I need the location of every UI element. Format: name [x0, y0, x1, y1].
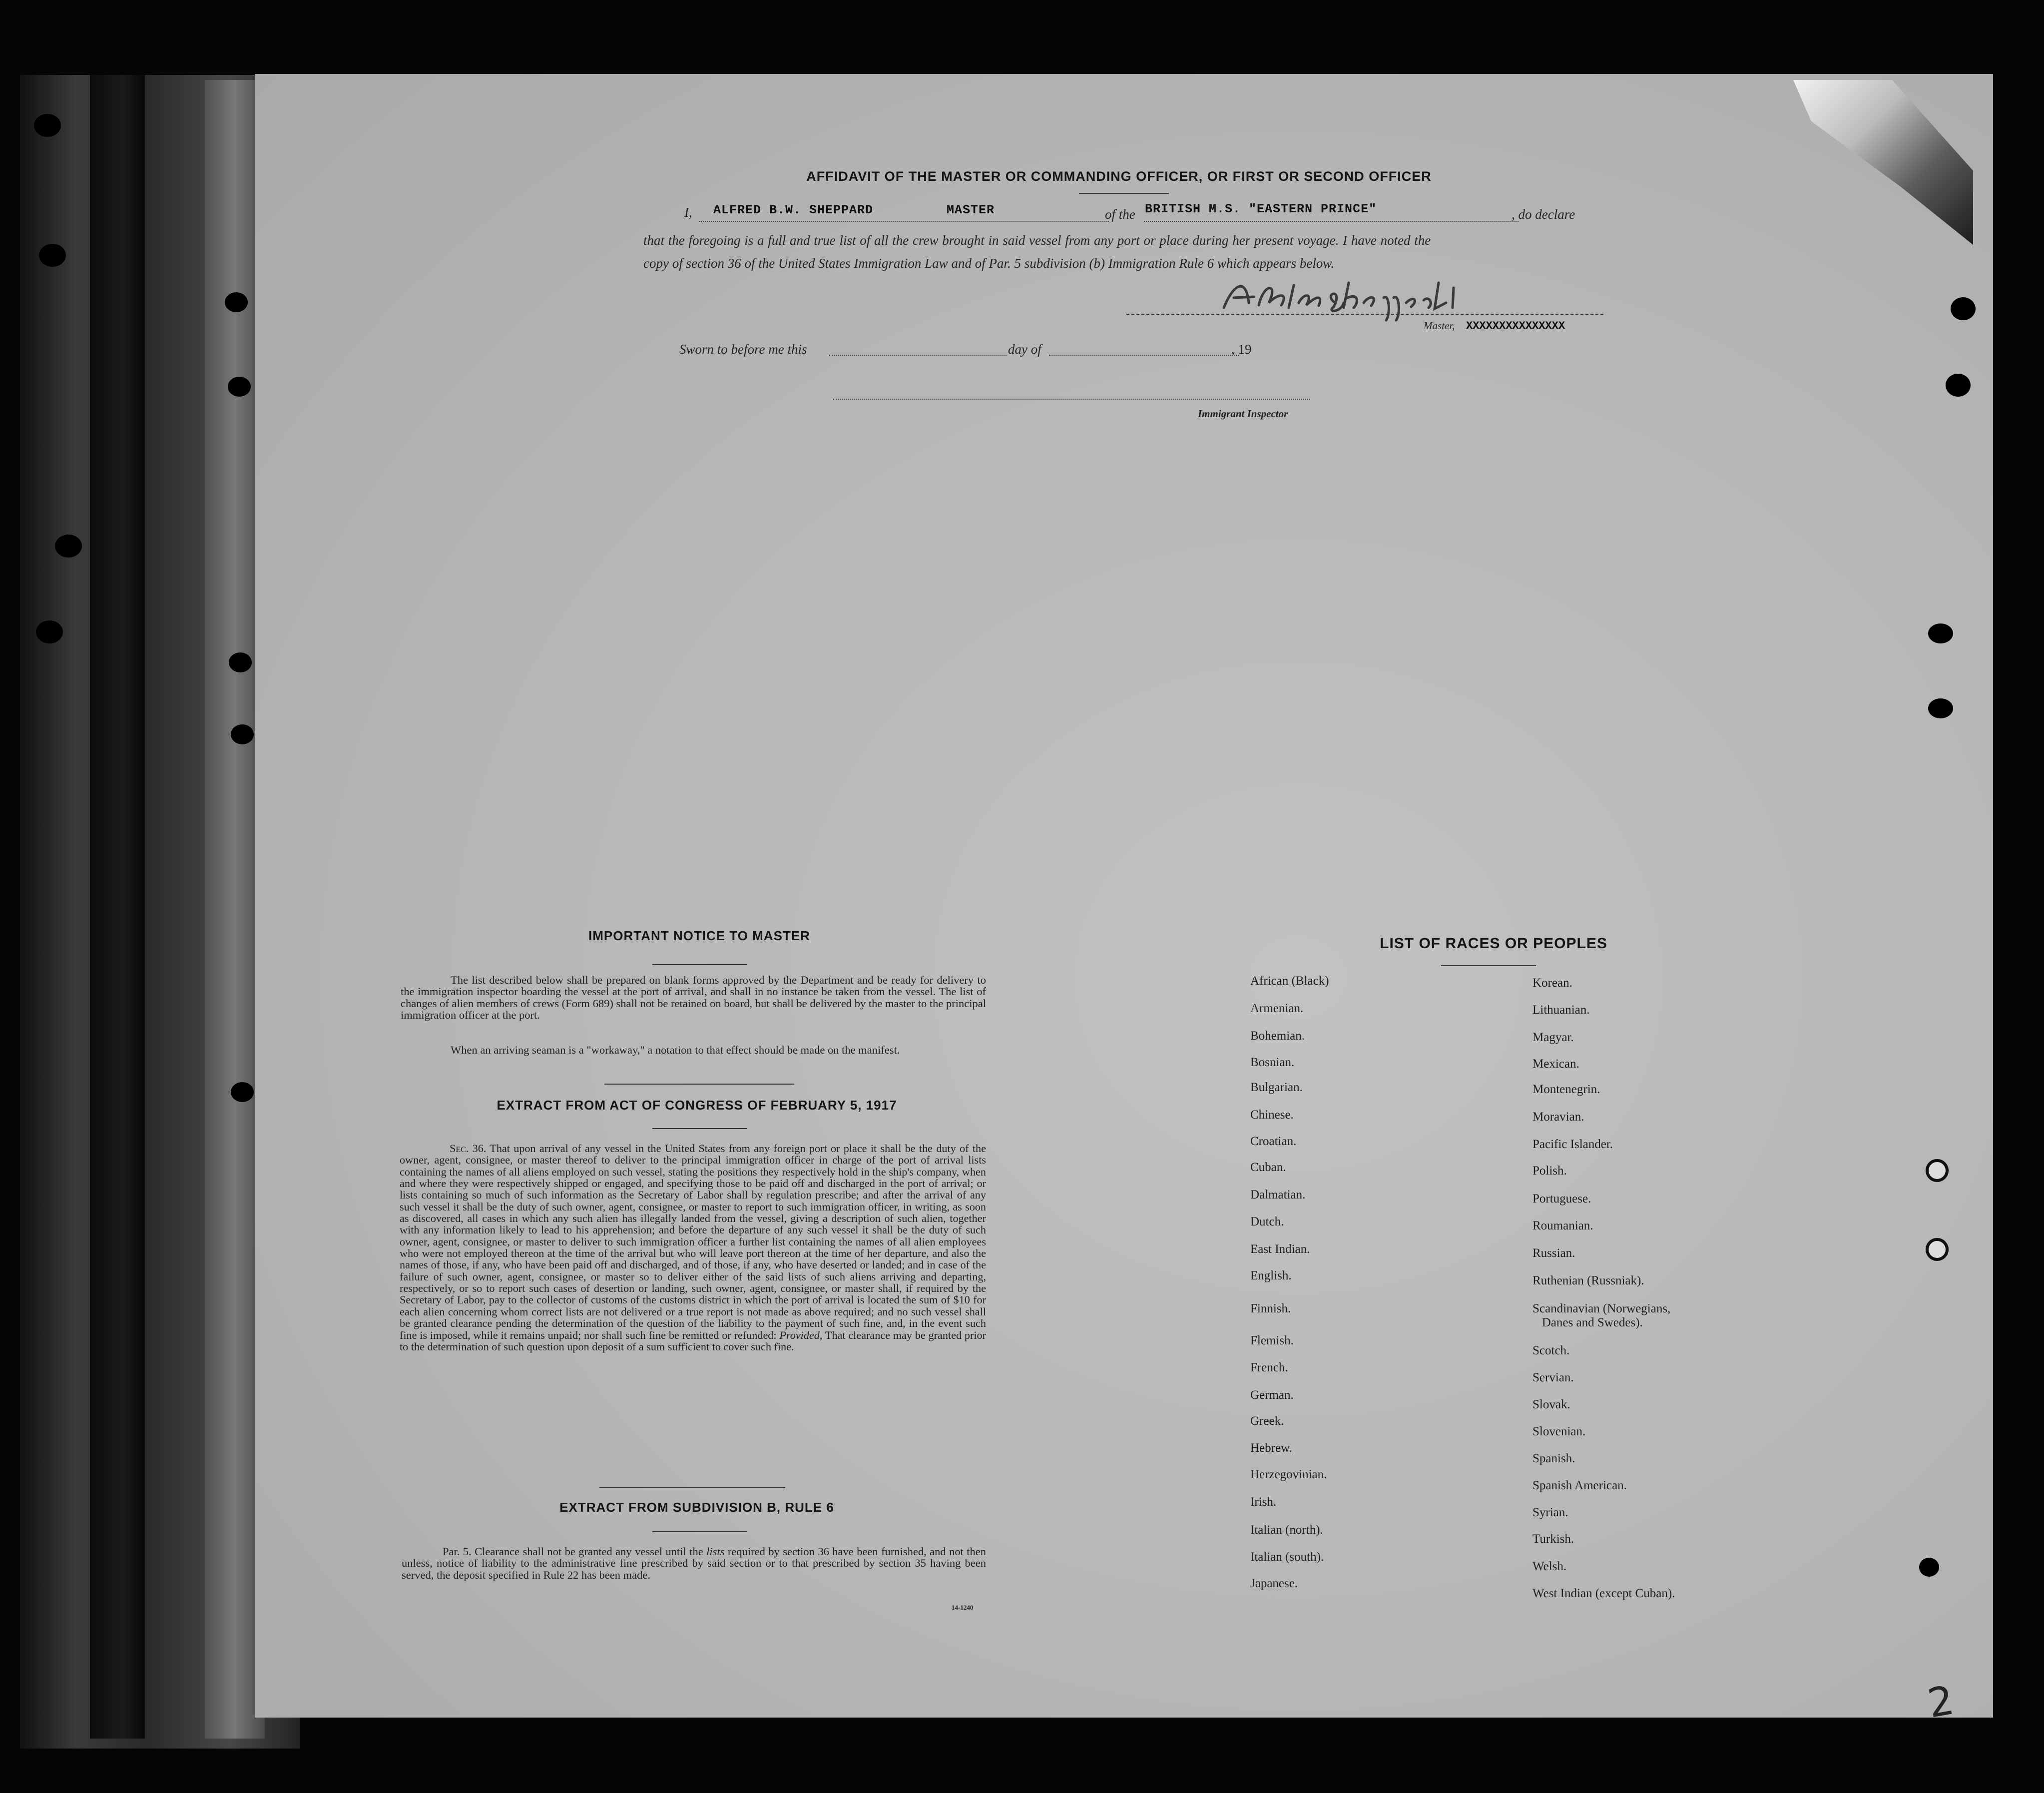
- punch-hole: [1926, 1159, 1949, 1182]
- rule-extract-text: [402, 1546, 986, 1581]
- master-caption: Master,: [1424, 320, 1455, 332]
- race-item: Portuguese.: [1533, 1192, 1591, 1205]
- race-item: Magyar.: [1533, 1031, 1574, 1044]
- race-item: Welsh.: [1533, 1560, 1567, 1573]
- section-divider: [599, 1487, 785, 1488]
- punch-hole: [39, 244, 66, 267]
- punch-hole: [1919, 1558, 1939, 1577]
- notice-paragraph-2: When an arriving seaman is a "workaway," a notation to that effect should be made on the manifest.: [451, 1044, 900, 1056]
- punch-hole: [1951, 297, 1976, 320]
- race-item: Bohemian.: [1250, 1029, 1305, 1043]
- race-item: Chinese.: [1250, 1108, 1294, 1122]
- notice-title: IMPORTANT NOTICE TO MASTER: [588, 928, 810, 943]
- race-item: Slovenian.: [1533, 1425, 1586, 1438]
- punch-hole: [1926, 1238, 1949, 1261]
- race-item: Ruthenian (Russniak).: [1533, 1274, 1644, 1287]
- race-item: Montenegrin.: [1533, 1083, 1600, 1096]
- declaration-line-1: that the foregoing is a full and true list of all the crew brought in said vessel from any port or place during her present voyage. I have noted the: [643, 233, 1431, 248]
- race-item: Syrian.: [1533, 1506, 1568, 1519]
- race-item: Korean.: [1533, 976, 1572, 990]
- vessel-field-line: [1144, 221, 1519, 222]
- document-page: [255, 74, 1993, 1718]
- race-item: African (Black): [1250, 974, 1329, 988]
- race-item: Russian.: [1533, 1246, 1575, 1260]
- name-field-line: [699, 221, 1109, 222]
- declarant-label: I,: [684, 205, 692, 220]
- notice-paragraph-1: The list described below shall be prepared on blank forms approved by the Department and be ready for delivery to the immigration inspector boarding the vessel at the port of arrival, and shall in no instance be taken from the vessel. The list of changes of alien members of crews (Form 689) shall not be retained on board, but shall be delivered by the master to the principal immigration officer at the port.: [401, 974, 986, 1022]
- race-item: Scandinavian (Norwegians, Danes and Swedes).: [1533, 1302, 1671, 1329]
- rule-extract-rule: [652, 1531, 747, 1532]
- rule-text-start: Par. 5. Clearance shall not be granted any vessel until the: [443, 1545, 703, 1558]
- race-item: Japanese.: [1250, 1577, 1298, 1590]
- race-item: Croatian.: [1250, 1135, 1297, 1148]
- rule-text-end: required by section 36 have been furnished, and not then unless, notice of liability to the administrative fine prescribed by said section or to that prescribed by section 35 having been served, the deposit specified in Rule 22 has been made.: [402, 1545, 986, 1581]
- race-item: Mexican.: [1533, 1057, 1579, 1071]
- section-label: Sec. 36.: [450, 1142, 487, 1155]
- section-36-text: That upon arrival of any vessel in the United States from any foreign port or place it shall be the duty of the owner, agent, consignee, or master thereof to deliver to the principal immigration officer in charge of the port of arrival lists containing the names of all aliens employed on such vessel, stating the positions they respectively hold in the ship's company, when and where they were respectively shipped or engaged, and specifying those to be paid off and discharged in the port of arrival; or lists containing so much of such information as the Secretary of Labor shall by regulation prescribe; and after the arrival of any such vessel it shall be the duty of such owner, agent, consignee, or master to report to such immigration officer, in writing, as soon as discovered, all cases in which any such alien has illegally landed from the vessel, giving a description of such alien, together with any information likely to lead to his apprehension; and before the departure of any such vessel it shall be the duty of such owner, agent, consignee, or master to deliver to such immigration officer a further list containing the names of all alien employees who were not employed thereon at the time of the arrival but who will leave port thereon at the time of her departure, and also the names of those, if any, who have been paid off and discharged, and of those, if any, who have deserted or landed; and in case of the failure of such owner, agent, consignee, or master so to deliver either of the said lists of such aliens arriving and departing, respectively, or so to report such cases of desertion or landing, such owner, agent, consignee, or master shall, if required by the Secretary of Labor, pay to the collector of customs of the customs district in which the port of arrival is located the sum of $10 for each alien concerning whom correct lists are not delivered or a true report is not made as above required; and no such vessel shall be granted clearance pending the determination of the question of the liability to the payment of such fine, and, in the event such fine is imposed, while it remains unpaid; nor shall such fine be remitted or refunded:: [400, 1142, 986, 1341]
- race-item: Flemish.: [1250, 1334, 1294, 1347]
- race-item: Italian (north).: [1250, 1523, 1323, 1537]
- binding-strip: [90, 75, 145, 1739]
- section-divider: [604, 1084, 794, 1085]
- master-signature: [1219, 273, 1479, 323]
- act-extract-rule: [652, 1128, 747, 1129]
- inspector-caption: Immigrant Inspector: [1198, 408, 1288, 420]
- race-item: French.: [1250, 1361, 1288, 1374]
- act-extract-title: EXTRACT FROM ACT OF CONGRESS OF FEBRUARY 5, 1917: [497, 1098, 897, 1113]
- struck-title: XXXXXXXXXXXXXXX: [1466, 320, 1565, 332]
- race-item: East Indian.: [1250, 1242, 1310, 1256]
- day-of-label: day of: [1008, 342, 1041, 357]
- do-declare-label: , do declare: [1512, 207, 1575, 222]
- race-item: Cuban.: [1250, 1161, 1286, 1174]
- of-the-label: of the: [1105, 207, 1135, 222]
- section-36-text-end: That clearance may be granted prior to the determination of such question upon deposit of a sum sufficient to cover such fine.: [400, 1328, 986, 1353]
- race-item: Lithuanian.: [1533, 1003, 1590, 1017]
- rule-extract-title: EXTRACT FROM SUBDIVISION B, RULE 6: [559, 1500, 834, 1515]
- provided-word: Provided,: [779, 1328, 823, 1341]
- race-item: Slovak.: [1533, 1398, 1570, 1411]
- signature-line: [1126, 314, 1603, 315]
- race-item: Polish.: [1533, 1164, 1567, 1178]
- race-item: Greek.: [1250, 1414, 1284, 1428]
- officer-rank: MASTER: [947, 203, 995, 217]
- race-item: English.: [1250, 1269, 1292, 1282]
- sworn-day-line: [829, 355, 1007, 356]
- year-label: , 19: [1231, 342, 1252, 357]
- punch-hole: [225, 292, 248, 312]
- race-item: Spanish.: [1533, 1452, 1575, 1465]
- lists-word: lists: [706, 1545, 725, 1558]
- title-rule: [1079, 193, 1169, 194]
- race-item: Bulgarian.: [1250, 1081, 1303, 1094]
- race-item: German.: [1250, 1388, 1294, 1402]
- officer-name: ALFRED B.W. SHEPPARD: [713, 203, 874, 217]
- margin-note: 2: [1924, 1677, 1958, 1727]
- punch-hole: [36, 620, 63, 643]
- sworn-month-line: [1049, 355, 1239, 356]
- punch-hole: [229, 652, 252, 672]
- race-item: Irish.: [1250, 1495, 1277, 1509]
- races-title: LIST OF RACES OR PEOPLES: [1380, 935, 1607, 952]
- sworn-label: Sworn to before me this: [679, 342, 807, 357]
- punch-hole: [1946, 374, 1971, 397]
- race-item: West Indian (except Cuban).: [1533, 1587, 1675, 1600]
- affidavit-title: AFFIDAVIT OF THE MASTER OR COMMANDING OFFICER, OR FIRST OR SECOND OFFICER: [806, 169, 1432, 184]
- race-item: Armenian.: [1250, 1002, 1304, 1015]
- punch-hole: [231, 1082, 254, 1102]
- punch-hole: [231, 724, 254, 744]
- punch-hole: [1928, 623, 1953, 643]
- form-number: 14-1240: [952, 1604, 974, 1611]
- punch-hole: [228, 377, 251, 397]
- race-item: Dalmatian.: [1250, 1188, 1306, 1201]
- notice-rule: [652, 964, 747, 965]
- race-item: Italian (south).: [1250, 1550, 1324, 1564]
- race-item: Dutch.: [1250, 1215, 1284, 1228]
- race-item: Scotch.: [1533, 1344, 1570, 1357]
- race-item: Hebrew.: [1250, 1441, 1292, 1455]
- race-item: Roumanian.: [1533, 1219, 1593, 1232]
- race-item: Servian.: [1533, 1371, 1574, 1384]
- declaration-line-2: copy of section 36 of the United States Immigration Law and of Par. 5 subdivision (b) Immigration Rule 6 which appears below.: [643, 256, 1335, 271]
- race-item: Finnish.: [1250, 1302, 1291, 1315]
- race-item: Turkish.: [1533, 1532, 1574, 1546]
- race-item: Pacific Islander.: [1533, 1138, 1613, 1151]
- inspector-signature-line: [833, 399, 1310, 400]
- race-item: Spanish American.: [1533, 1479, 1627, 1492]
- act-extract-text: [400, 1143, 986, 1352]
- vessel-name: BRITISH M.S. "EASTERN PRINCE": [1145, 202, 1377, 216]
- punch-hole: [34, 114, 61, 137]
- punch-hole: [55, 535, 82, 558]
- race-item: Bosnian.: [1250, 1056, 1295, 1069]
- races-rule: [1441, 965, 1536, 966]
- punch-hole: [1928, 698, 1953, 718]
- race-item: Herzegovinian.: [1250, 1468, 1327, 1481]
- race-item: Moravian.: [1533, 1110, 1584, 1124]
